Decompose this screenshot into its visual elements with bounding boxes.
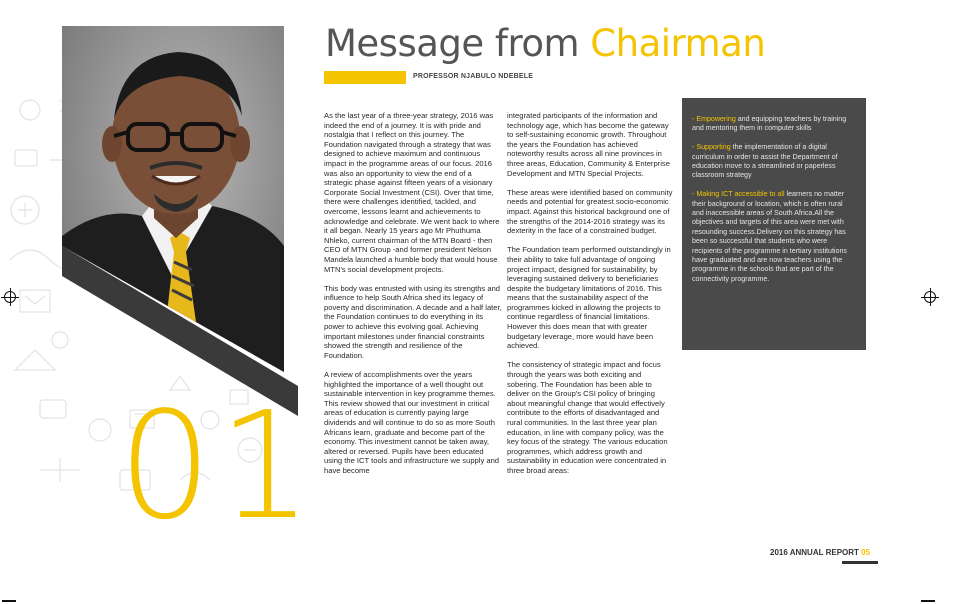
footer-rule [842, 561, 878, 564]
body-column-2 [507, 111, 673, 485]
title-accent-bar [324, 71, 406, 84]
registration-mark-left [4, 291, 16, 303]
paragraph: This body was entrusted with using its strengths and influence to help South Africa shed its legacy of poverty and discrimination. A decade and a half later, the Foundation continues to do everything in its power to achieve this evolving goal. Achieving important milestones under financial constraints showed the strength and resilience of the Foundation. [324, 283, 502, 360]
page-footer: 2016 ANNUAL REPORT 05 [770, 548, 871, 557]
paragraph: These areas were identified based on community needs and potential for greatest socio-economic impact. Against this historical background one of the strengths of the 2014-2016 strategy was its dexterity in the face of a constrained budget. [507, 187, 673, 236]
author-byline: PROFESSOR NJABULO NDEBELE [413, 73, 534, 80]
section-number: 01 [118, 380, 319, 552]
paragraph: As the last year of a three-year strategy, 2016 was indeed the end of a journey. It is with pride and nostalgia that I reflect on this journey. The Foundation navigated through a strategy that was designed to achieve maximum and continuous impact in the programme areas of our focus. 2016 was also an opportunity to view the end of a strategic phase against fifteen years of a visionary Corporate Social Investment (CSI). Over that time, there were challenges identified, tackled, and overcome, lessons learnt and achievements to acknowledge and celebrate. We went back to where it all began. Nearly 15 years ago Mr Phuthuma Nhleko, current chairman of the MTN Board - then CEO of MTN Group -and former president Nelson Mandela launched a humble body that would house MTN's social development projects. [324, 111, 500, 274]
paragraph: The consistency of strategic impact and focus through the years was both exciting and sobering. The Foundation has been able to deliver on the Group's CSI policy of bringing about meaningful change that would effectively contribute to the efforts of disadvantaged and rural communities. In the last three year plan education, in line with company policy, was the key focus of the strategy. The various education programmes, which address growth and sustainability in education were concentrated in three broad areas: [507, 360, 668, 475]
crop-mark [2, 600, 16, 602]
chairman-portrait [62, 26, 298, 416]
paragraph: A review of accomplishments over the years highlighted the importance of a well thought out sustainable intervention in key programme themes. This review showed that our investment in critical areas of education is currently paying large dividends and will continue to do so as more South Africans learn, graduate and become part of the economy. This investment cannot be taken away, altered or reversed. Pupils have been educated using the ICT tools and infrastructure we supply and have become [324, 370, 500, 475]
paragraph: integrated participants of the information and technology age, which has become the gateway to self-sustaining economic growth. Throughout the years the Foundation has achieved noteworthy results across all nine provinces in three areas, Education, Community & Enterprise Development and MTN Special Projects. [507, 111, 670, 178]
registration-mark-right [924, 291, 936, 303]
page-title: Message from Chairman [325, 22, 766, 65]
focus-areas-sidebar [682, 98, 866, 350]
sidebar-item: - Making ICT accessible to all learners no matter their background or location, which is often rural and inaccessible areas of South Africa.All the objectives and targets of this area were met with resounding success.Delivery on this strategy has been so successful that students who were recipients of the programme in tertiary institutions have graduated and are now teachers using the programme in the schools that are part of the connectivity programme. [692, 190, 847, 283]
paragraph: The Foundation team performed outstandingly in their ability to take full advantage of ongoing project impact, designed for sustainability, by leveraging sustained delivery to beneficiaries despite the budgetary limitations of 2016. This means that the sustainability aspect of the programmes kicked in allowing the projects to continue regardless of financial limitations. However this does mean that with greater budgetary leverage, more would have been achieved. [507, 245, 671, 351]
sidebar-item: - Supporting the implementation of a digital curriculum in order to assist the Department of education move to a streamlined or paperless classroom strategy [692, 143, 838, 180]
sidebar-item: - Empowering and equipping teachers by training and mentoring them in computer skills [692, 115, 847, 133]
body-column-1 [324, 111, 502, 485]
crop-mark [921, 600, 935, 602]
